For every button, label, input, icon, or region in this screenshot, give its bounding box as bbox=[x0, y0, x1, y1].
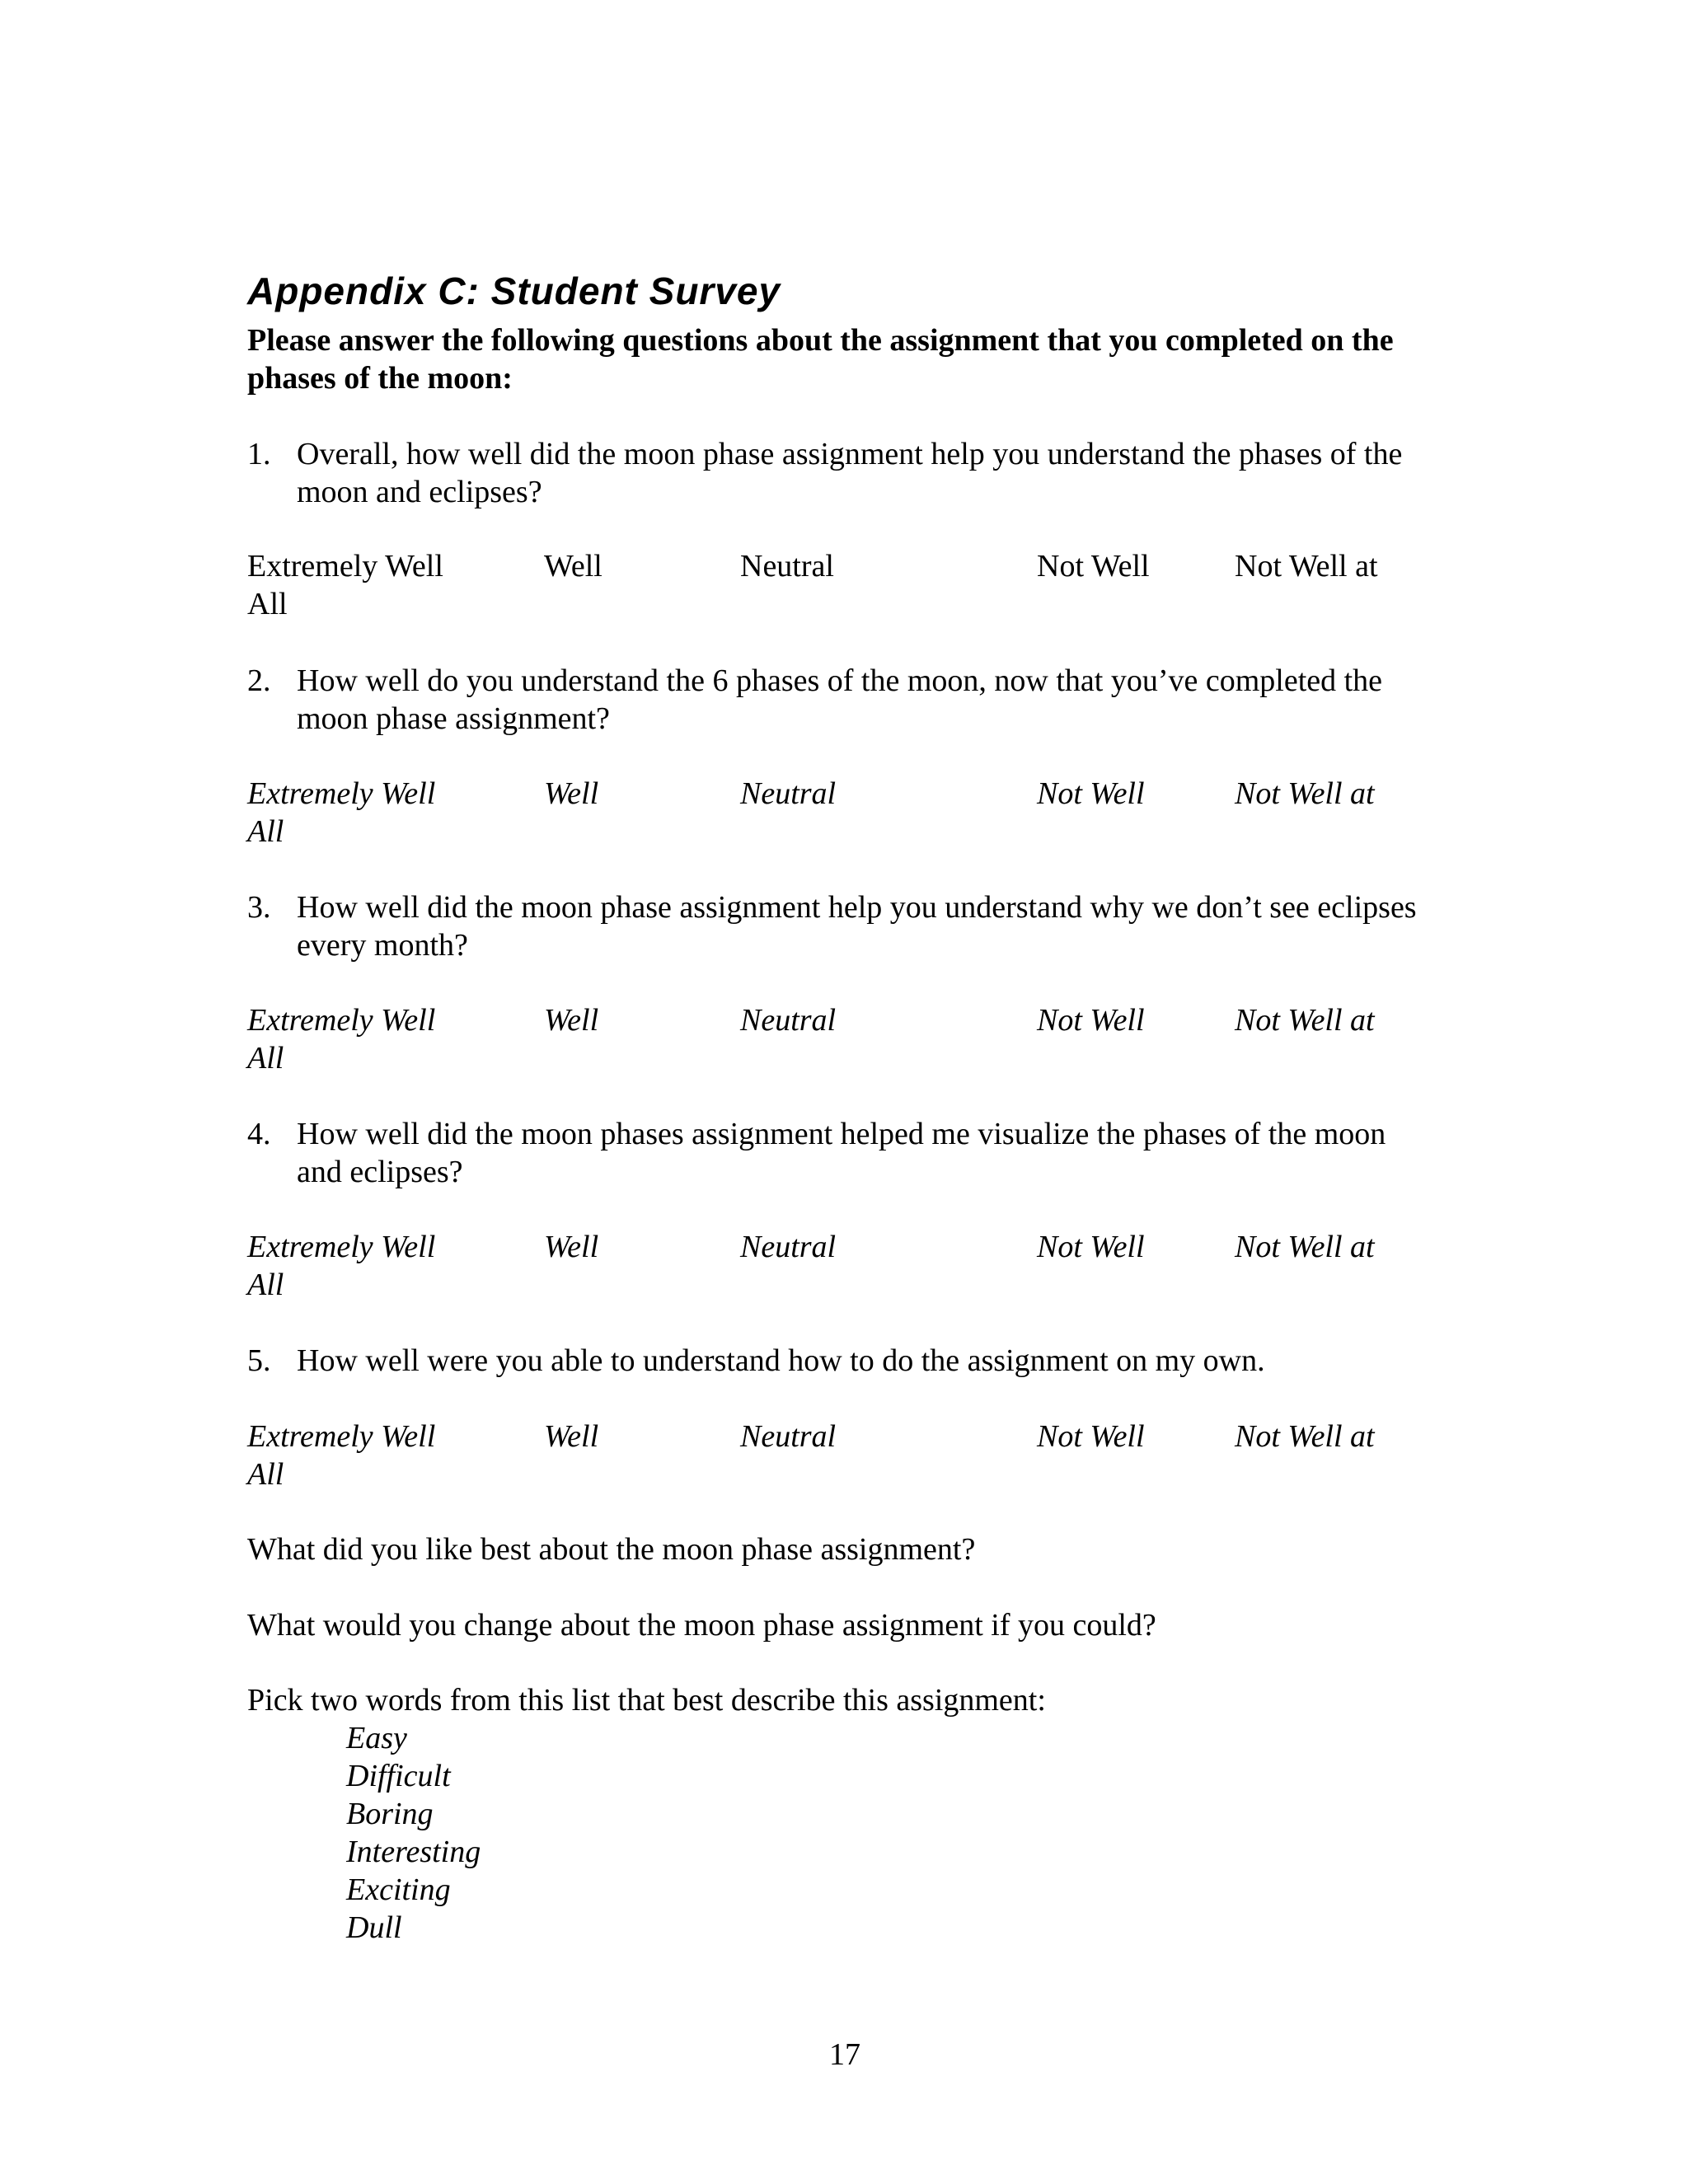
option-extremely-well[interactable]: Extremely Well bbox=[247, 1419, 436, 1454]
option-neutral[interactable]: Neutral bbox=[740, 1003, 837, 1038]
option-extremely-well[interactable]: Extremely Well bbox=[247, 1230, 436, 1264]
survey-intro: Please answer the following questions about the assignment that you completed on the phases of the moon: bbox=[247, 323, 1394, 396]
rating-scale-3 bbox=[247, 1001, 1426, 1077]
option-not-well-at-all[interactable]: Not Well at bbox=[1235, 776, 1375, 811]
option-extremely-well[interactable]: Extremely Well bbox=[247, 549, 443, 583]
question-2 bbox=[247, 662, 1426, 738]
option-not-well[interactable]: Not Well bbox=[1037, 776, 1145, 811]
option-well[interactable]: Well bbox=[544, 776, 599, 811]
option-well[interactable]: Well bbox=[544, 1003, 599, 1038]
question-3 bbox=[247, 888, 1426, 964]
question-number: 4. bbox=[247, 1117, 271, 1151]
question-text: How well do you understand the 6 phases of the moon, now that you’ve completed the moon phase assignment? bbox=[297, 663, 1383, 736]
word-option-boring[interactable]: Boring bbox=[346, 1797, 434, 1831]
open-question-like-best: What did you like best about the moon phase assignment? bbox=[247, 1532, 976, 1567]
option-well[interactable]: Well bbox=[544, 1419, 599, 1454]
option-not-well-at-all-wrap: All bbox=[247, 1041, 284, 1076]
option-not-well[interactable]: Not Well bbox=[1037, 549, 1150, 583]
rating-scale-1 bbox=[247, 547, 1426, 623]
option-well[interactable]: Well bbox=[544, 1230, 599, 1264]
option-not-well-at-all[interactable]: Not Well at bbox=[1235, 1003, 1375, 1038]
rating-scale-2 bbox=[247, 775, 1426, 851]
question-4 bbox=[247, 1115, 1426, 1191]
question-5 bbox=[247, 1342, 1426, 1380]
word-list bbox=[346, 1719, 481, 1947]
option-not-well[interactable]: Not Well bbox=[1037, 1003, 1145, 1038]
option-not-well[interactable]: Not Well bbox=[1037, 1230, 1145, 1264]
option-not-well-at-all-wrap: All bbox=[247, 814, 284, 849]
question-number: 2. bbox=[247, 663, 271, 698]
appendix-heading: Appendix C: Student Survey bbox=[247, 269, 781, 312]
option-not-well-at-all[interactable]: Not Well at bbox=[1235, 1419, 1375, 1454]
rating-scale-4 bbox=[247, 1228, 1426, 1304]
word-option-difficult[interactable]: Difficult bbox=[346, 1759, 451, 1793]
option-not-well-at-all-wrap: All bbox=[247, 587, 288, 621]
question-text: How well did the moon phase assignment help you understand why we don’t see eclipses every month? bbox=[297, 890, 1417, 963]
word-option-interesting[interactable]: Interesting bbox=[346, 1835, 481, 1869]
word-option-dull[interactable]: Dull bbox=[346, 1910, 402, 1945]
open-question-change: What would you change about the moon phase assignment if you could? bbox=[247, 1608, 1156, 1643]
option-neutral[interactable]: Neutral bbox=[740, 1230, 837, 1264]
word-option-exciting[interactable]: Exciting bbox=[346, 1872, 451, 1907]
option-well[interactable]: Well bbox=[544, 549, 603, 583]
question-text: Overall, how well did the moon phase assignment help you understand the phases of the moon and eclipses? bbox=[297, 437, 1403, 509]
rating-scale-5 bbox=[247, 1418, 1426, 1493]
question-number: 1. bbox=[247, 437, 271, 471]
question-text: How well were you able to understand how to do the assignment on my own. bbox=[297, 1343, 1265, 1378]
option-neutral[interactable]: Neutral bbox=[740, 549, 834, 583]
pick-words-prompt: Pick two words from this list that best describe this assignment: bbox=[247, 1683, 1046, 1718]
option-neutral[interactable]: Neutral bbox=[740, 776, 837, 811]
option-not-well[interactable]: Not Well bbox=[1037, 1419, 1145, 1454]
question-1 bbox=[247, 435, 1426, 511]
survey-page bbox=[247, 0, 1442, 2184]
option-not-well-at-all[interactable]: Not Well at bbox=[1235, 549, 1378, 583]
word-option-easy[interactable]: Easy bbox=[346, 1721, 407, 1755]
option-not-well-at-all-wrap: All bbox=[247, 1268, 284, 1302]
question-number: 5. bbox=[247, 1343, 271, 1378]
option-neutral[interactable]: Neutral bbox=[740, 1419, 837, 1454]
question-number: 3. bbox=[247, 890, 271, 925]
question-text: How well did the moon phases assignment helped me visualize the phases of the moon and eclipses? bbox=[297, 1117, 1386, 1189]
option-extremely-well[interactable]: Extremely Well bbox=[247, 776, 436, 811]
option-not-well-at-all[interactable]: Not Well at bbox=[1235, 1230, 1375, 1264]
page-number: 17 bbox=[829, 2037, 860, 2072]
option-extremely-well[interactable]: Extremely Well bbox=[247, 1003, 436, 1038]
option-not-well-at-all-wrap: All bbox=[247, 1457, 284, 1492]
